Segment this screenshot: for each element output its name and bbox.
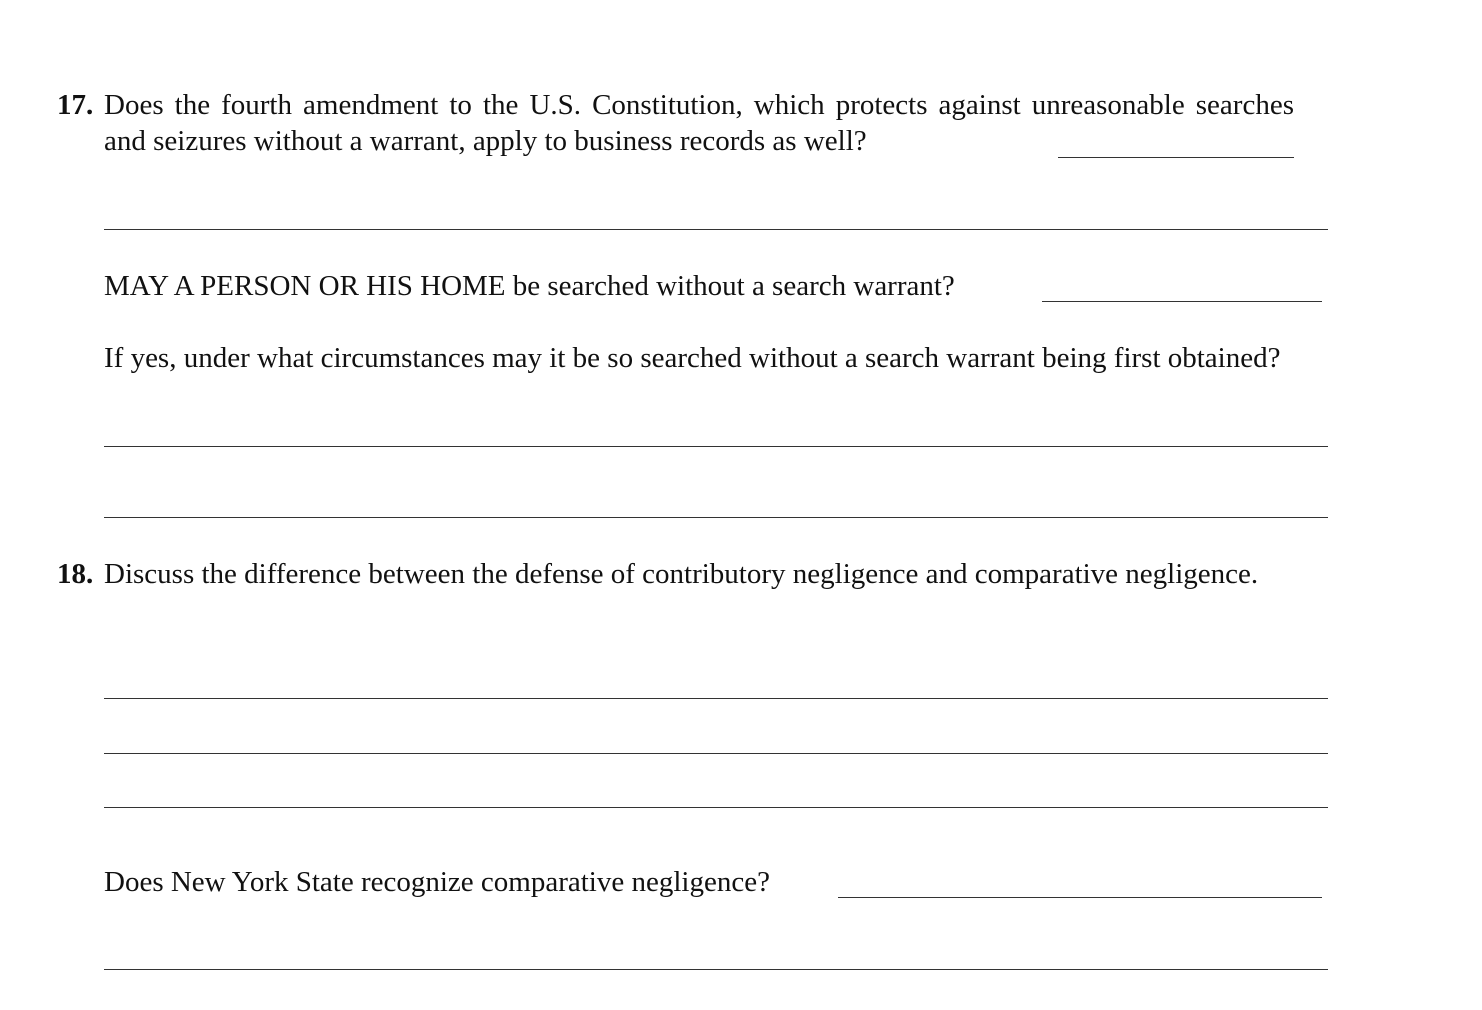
question-18-new-york: Does New York State recognize comparative negligence? xyxy=(104,866,770,898)
answer-line-18c[interactable] xyxy=(104,807,1328,808)
question-17-circumstances: If yes, under what circumstances may it be so searched without a search warrant being first obtained? xyxy=(104,342,1281,374)
answer-line-18b[interactable] xyxy=(104,753,1328,754)
answer-line-17e[interactable] xyxy=(104,517,1328,518)
answer-line-17a[interactable] xyxy=(1058,157,1294,158)
question-18-text: Discuss the difference between the defense of contributory negligence and comparative negligence. xyxy=(104,558,1259,590)
answer-line-17b[interactable] xyxy=(104,229,1328,230)
answer-line-17d[interactable] xyxy=(104,446,1328,447)
question-17-number: 17. xyxy=(57,89,94,121)
question-17-person-home: MAY A PERSON OR HIS HOME be searched without a search warrant? xyxy=(104,270,955,302)
question-18-number: 18. xyxy=(57,558,94,590)
question-17-prompt: Does the fourth amendment to the U.S. Constitution, which protects against unreasonable searches and seizures without a warrant, apply to business records as well? xyxy=(104,89,1294,157)
answer-line-18a[interactable] xyxy=(104,698,1328,699)
answer-line-18e[interactable] xyxy=(104,969,1328,970)
question-17-text xyxy=(104,87,1294,159)
answer-line-18d[interactable] xyxy=(838,897,1322,898)
answer-line-17c[interactable] xyxy=(1042,301,1322,302)
